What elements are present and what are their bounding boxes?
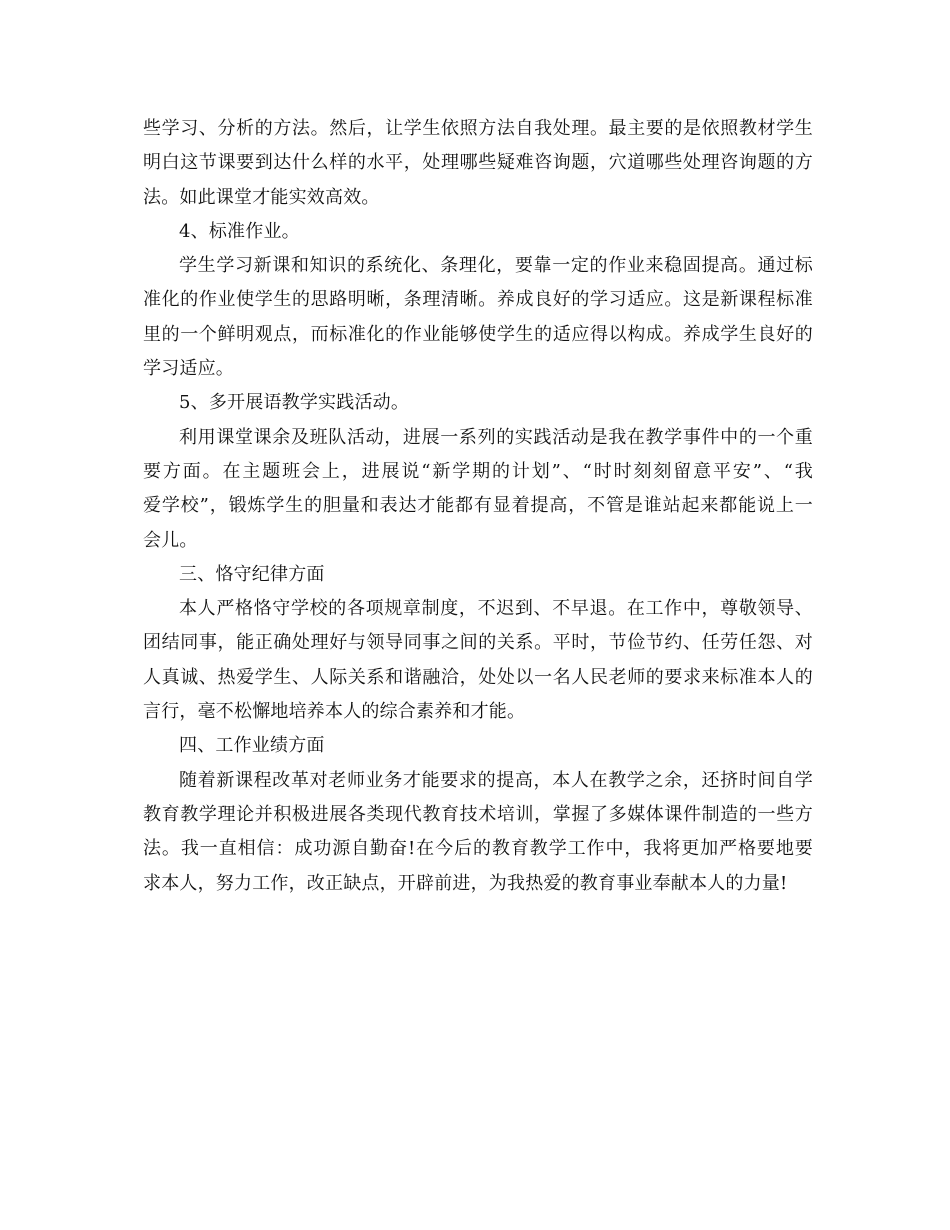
text-line: 会儿。: [143, 529, 198, 551]
text-line: 学习适应。: [143, 358, 234, 380]
text-line: 要方面。在主题班会上，进展说“新学期的计划”、“时时刻刻留意平安”、“我: [143, 460, 813, 482]
text-line: 言行，毫不松懈地培养本人的综合素养和才能。: [143, 701, 526, 723]
text-line: 利用课堂课余及班队活动，进展一系列的实践活动是我在教学事件中的一个重: [179, 426, 813, 448]
text-line: 明白这节课要到达什么样的水平，处理哪些疑难咨询题，穴道哪些处理咨询题的方: [143, 152, 813, 174]
document-page: [143, 112, 813, 901]
text-line: 些学习、分析的方法。然后，让学生依照方法自我处理。最主要的是依照教材学生: [143, 118, 813, 139]
section-heading: 三、恪守纪律方面: [179, 563, 325, 585]
text-line: 人真诚、热爱学生、人际关系和谐融洽，处处以一名人民老师的要求来标准本人的: [143, 666, 813, 688]
text-line: 准化的作业使学生的思路明晰，条理清晰。养成良好的学习适应。这是新课程标准: [143, 289, 813, 311]
section-heading: 4、标准作业。: [179, 220, 300, 242]
section-heading: 5、多开展语教学实践活动。: [179, 392, 410, 414]
text-line: 法。如此课堂才能实效高效。: [143, 186, 380, 208]
text-line: 法。我一直相信：成功源自勤奋!在今后的教育教学工作中，我将更加严格要地要: [143, 838, 813, 860]
text-line: 里的一个鲜明观点，而标准化的作业能够使学生的适应得以构成。养成学生良好的: [143, 323, 813, 345]
section-heading: 四、工作业绩方面: [179, 735, 325, 757]
text-line: 本人严格恪守学校的各项规章制度，不迟到、不早退。在工作中，尊敬领导、: [179, 598, 813, 620]
text-line: 团结同事，能正确处理好与领导同事之间的关系。平时，节俭节约、任劳任怨、对: [143, 632, 813, 654]
text-line: 教育教学理论并积极进展各类现代教育技术培训，掌握了多媒体课件制造的一些方: [143, 803, 813, 825]
text-line: 爱学校”，锻炼学生的胆量和表达才能都有显着提高，不管是谁站起来都能说上一: [143, 495, 813, 517]
text-line: 随着新课程改革对老师业务才能要求的提高，本人在教学之余，还挤时间自学: [179, 769, 813, 791]
text-line: 学生学习新课和知识的系统化、条理化，要靠一定的作业来稳固提高。通过标: [179, 255, 813, 277]
text-line: 求本人，努力工作，改正缺点，开辟前进，为我热爱的教育事业奉献本人的力量!: [143, 872, 788, 894]
